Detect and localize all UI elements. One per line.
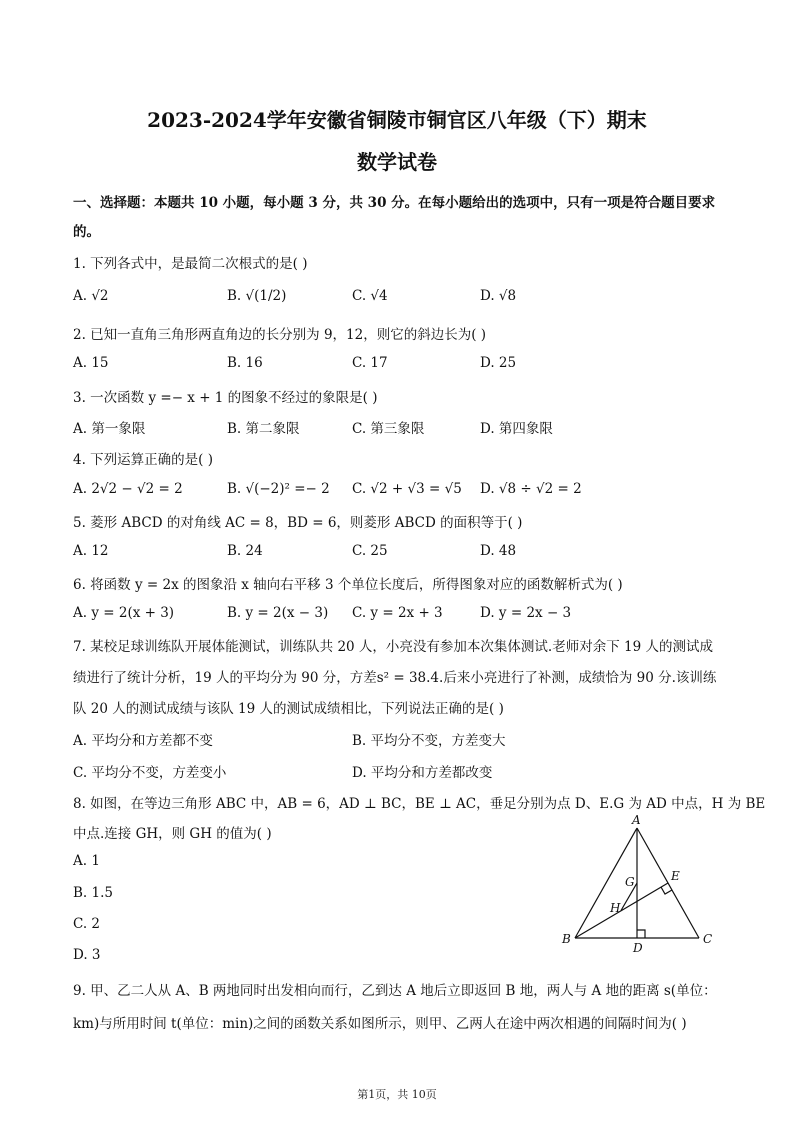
q5-option-d: D. 48	[480, 543, 517, 559]
q3-stem: 3. 一次函数 y =− x + 1 的图象不经过的象限是( )	[73, 390, 378, 406]
q8-stem-line1: 8. 如图，在等边三角形 ABC 中，AB = 6，AD ⊥ BC，BE ⊥ AC，垂足分别为点 D、E.G 为 AD 中点，H 为 BE	[73, 796, 766, 812]
q3-option-c: C. 第三象限	[352, 421, 425, 437]
label-c: C	[703, 932, 713, 946]
label-b: B	[562, 932, 571, 946]
section-heading-line2: 的。	[73, 224, 100, 240]
q5-option-a: A. 12	[73, 543, 109, 559]
q4-option-b: B. √(−2)² =− 2	[227, 481, 330, 497]
q2-stem: 2. 已知一直角三角形两直角边的长分别为 9，12，则它的斜边长为( )	[73, 327, 487, 343]
right-angle-d	[637, 930, 645, 938]
q1-option-a: A. √2	[73, 288, 109, 304]
q4-option-d: D. √8 ÷ √2 = 2	[480, 481, 582, 497]
q4-option-a: A. 2√2 − √2 = 2	[73, 481, 183, 497]
q9-stem-line2: km)与所用时间 t(单位：min)之间的函数关系如图所示，则甲、乙两人在途中两次相遇的间隔时间为( )	[73, 1016, 687, 1032]
label-g: G	[625, 875, 635, 889]
q3-option-a: A. 第一象限	[73, 421, 146, 437]
label-e: E	[671, 869, 680, 883]
label-a: A	[632, 813, 641, 827]
q6-option-a: A. y = 2(x + 3)	[73, 605, 175, 621]
exam-title-line2: 数学试卷	[357, 150, 437, 174]
q7-option-c: C. 平均分不变，方差变小	[73, 765, 227, 781]
q2-option-a: A. 15	[73, 355, 109, 371]
q1-option-d: D. √8	[480, 288, 517, 304]
q8-option-d: D. 3	[73, 947, 101, 963]
q2-option-d: D. 25	[480, 355, 517, 371]
q7-option-b: B. 平均分不变，方差变大	[352, 733, 506, 749]
q8-option-a: A. 1	[73, 853, 100, 869]
q6-option-c: C. y = 2x + 3	[352, 605, 443, 621]
page-footer: 第1页，共 10页	[357, 1088, 437, 1101]
q8-option-c: C. 2	[73, 916, 101, 932]
q8-stem-line2: 中点.连接 GH，则 GH 的值为( )	[73, 826, 272, 842]
q1-option-b: B. √(1/2)	[227, 288, 287, 304]
q5-stem: 5. 菱形 ABCD 的对角线 AC = 8，BD = 6，则菱形 ABCD 的面积等于( )	[73, 515, 523, 531]
q4-option-c: C. √2 + √3 = √5	[352, 481, 462, 497]
q7-stem-line2: 绩进行了统计分析，19 人的平均分为 90 分，方差s² = 38.4.后来小亮进行了补测，成绩恰为 90 分.该训练	[73, 670, 717, 686]
label-h: H	[610, 901, 621, 915]
q5-option-b: B. 24	[227, 543, 263, 559]
q7-stem-line1: 7. 某校足球训练队开展体能测试，训练队共 20 人，小亮没有参加本次集体测试.老师对余下 19 人的测试成	[73, 639, 713, 655]
q6-stem: 6. 将函数 y = 2x 的图象沿 x 轴向右平移 3 个单位长度后，所得图象对应的函数解析式为( )	[73, 577, 623, 593]
q7-stem-line3: 队 20 人的测试成绩与该队 19 人的测试成绩相比，下列说法正确的是( )	[73, 701, 504, 717]
q2-option-c: C. 17	[352, 355, 388, 371]
q8-option-b: B. 1.5	[73, 885, 113, 901]
q6-option-d: D. y = 2x − 3	[480, 605, 572, 621]
exam-title-line1: 2023-2024学年安徽省铜陵市铜官区八年级（下）期末	[147, 108, 647, 132]
q1-stem: 1. 下列各式中，是最简二次根式的是( )	[73, 256, 308, 272]
section-heading-line1: 一、选择题：本题共 10 小题，每小题 3 分，共 30 分。在每小题给出的选项中，只有一项是符合题目要求	[73, 195, 716, 211]
q3-option-b: B. 第二象限	[227, 421, 300, 437]
q7-option-d: D. 平均分和方差都改变	[352, 765, 493, 781]
q1-option-c: C. √4	[352, 288, 388, 304]
q5-option-c: C. 25	[352, 543, 388, 559]
q4-stem: 4. 下列运算正确的是( )	[73, 452, 213, 468]
q7-option-a: A. 平均分和方差都不变	[73, 733, 213, 749]
q3-option-d: D. 第四象限	[480, 421, 553, 437]
q2-option-b: B. 16	[227, 355, 263, 371]
q9-stem-line1: 9. 甲、乙二人从 A、B 两地同时出发相向而行，乙到达 A 地后立即返回 B 地，两人与 A 地的距离 s(单位：	[73, 983, 717, 999]
label-d: D	[633, 941, 643, 955]
triangle-figure	[560, 812, 730, 957]
q6-option-b: B. y = 2(x − 3)	[227, 605, 329, 621]
